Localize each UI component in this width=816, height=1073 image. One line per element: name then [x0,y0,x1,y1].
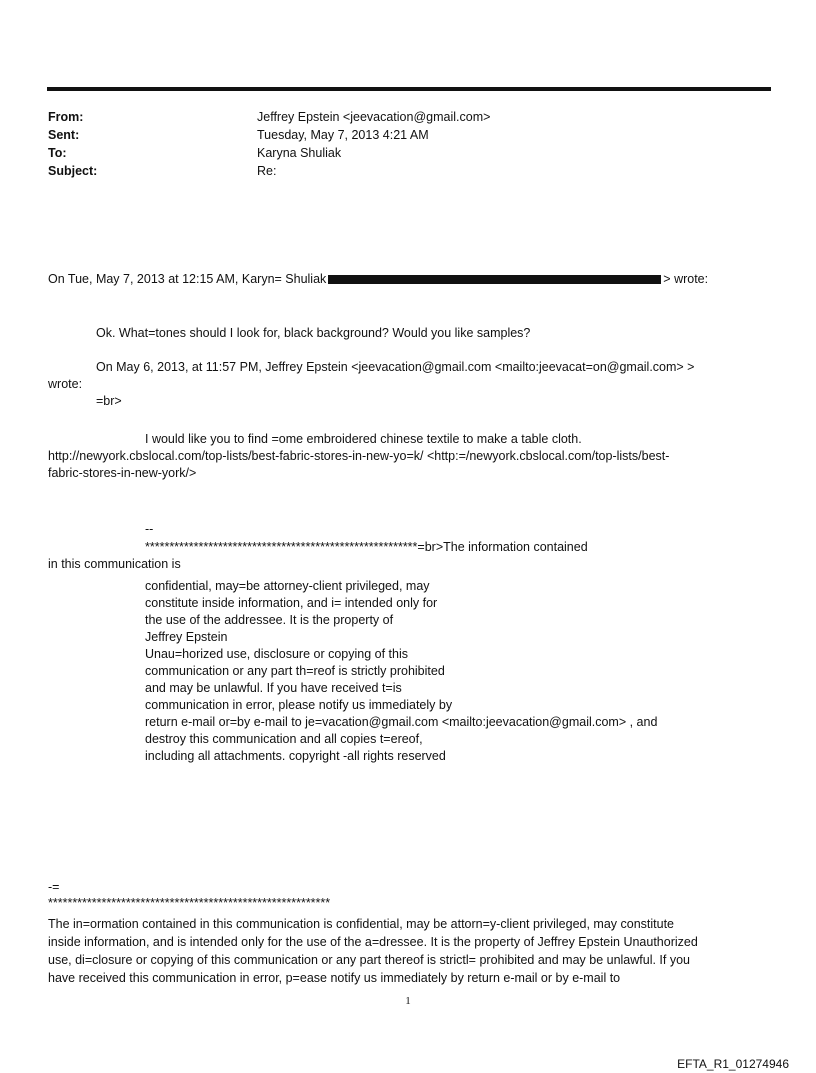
subject-value: Re: [257,164,277,178]
footer-disclaimer [48,915,778,987]
subject-label: Subject: [48,164,98,178]
footer-dash: -= [48,880,60,894]
reply-text: Ok. What=tones should I look for, black background? Would you like samples? [96,326,531,340]
signature-dash: -- [145,522,154,536]
original-message-line-1: I would like you to find =ome embroidered chinese textile to make a table cloth. [145,432,582,446]
bates-number: EFTA_R1_01274946 [677,1057,789,1071]
footer-line: have received this communication in error, p=ease notify us immediately by return e-mail or by e-mail to [48,971,621,985]
from-label: From: [48,110,84,124]
signature-cont: in this communication is [48,557,181,571]
header-labels [48,108,97,180]
sent-value: Tuesday, May 7, 2013 4:21 AM [257,128,429,142]
disclaimer-line: communication or any part th=reof is strictly prohibited [145,664,445,678]
header-values [257,108,490,180]
footer-line: inside information, and is intended only for the use of the a=dressee. It is the property of Jeffrey Epstein Unauthorized [48,935,698,949]
original-message-url: http://newyork.cbslocal.com/top-lists/best-fabric-stores-in-new-yo=k/ <http:=/newyork.cbslocal.com/top-lists/best- [48,449,670,463]
redaction-bar [328,275,661,284]
header-rule [47,87,771,91]
disclaimer-line: including all attachments. copyright -all rights reserved [145,749,446,763]
footer-line: The in=ormation contained in this communication is confidential, may be attorn=y-client privileged, may constitute [48,917,675,931]
footer-line: use, di=closure or copying of this communication or any part thereof is strictl= prohibited and may be unlawful. If you [48,953,690,967]
signature-stars: ********************************************************=br>The information contained [145,540,588,554]
disclaimer-line: communication in error, please notify us immediately by [145,698,453,712]
disclaimer-line: destroy this communication and all copies t=ereof, [145,732,423,746]
quote-header-2-wrote: wrote: [48,377,83,391]
to-label: To: [48,146,67,160]
disclaimer-line: and may be unlawful. If you have received t=is [145,681,402,695]
quote-header-2: On May 6, 2013, at 11:57 PM, Jeffrey Epstein <jeevacation@gmail.com <mailto:jeevacat=on@gmail.com> > [96,360,695,374]
disclaimer-line: constitute inside information, and i= intended only for [145,596,438,610]
disclaimer-line: Jeffrey Epstein [145,630,228,644]
footer-stars: ********************************************************** [48,896,331,910]
from-value: Jeffrey Epstein <jeevacation@gmail.com> [257,110,491,124]
quote-header-1-end: > wrote: [663,272,709,286]
disclaimer-line: return e-mail or=by e-mail to je=vacation@gmail.com <mailto:jeevacation@gmail.com> , and [145,715,658,729]
original-message-url-cont: fabric-stores-in-new-york/> [48,466,197,480]
disclaimer-block [145,578,657,765]
disclaimer-line: the use of the addressee. It is the property of [145,613,394,627]
to-value: Karyna Shuliak [257,146,342,160]
disclaimer-line: confidential, may=be attorney-client privileged, may [145,579,430,593]
page-number: 1 [405,995,411,1007]
br-artifact: =br> [96,394,122,408]
sent-label: Sent: [48,128,80,142]
disclaimer-line: Unau=horized use, disclosure or copying of this [145,647,408,661]
quote-header-1 [48,272,708,286]
quote-header-1-text: On Tue, May 7, 2013 at 12:15 AM, Karyn= Shuliak [48,272,327,286]
